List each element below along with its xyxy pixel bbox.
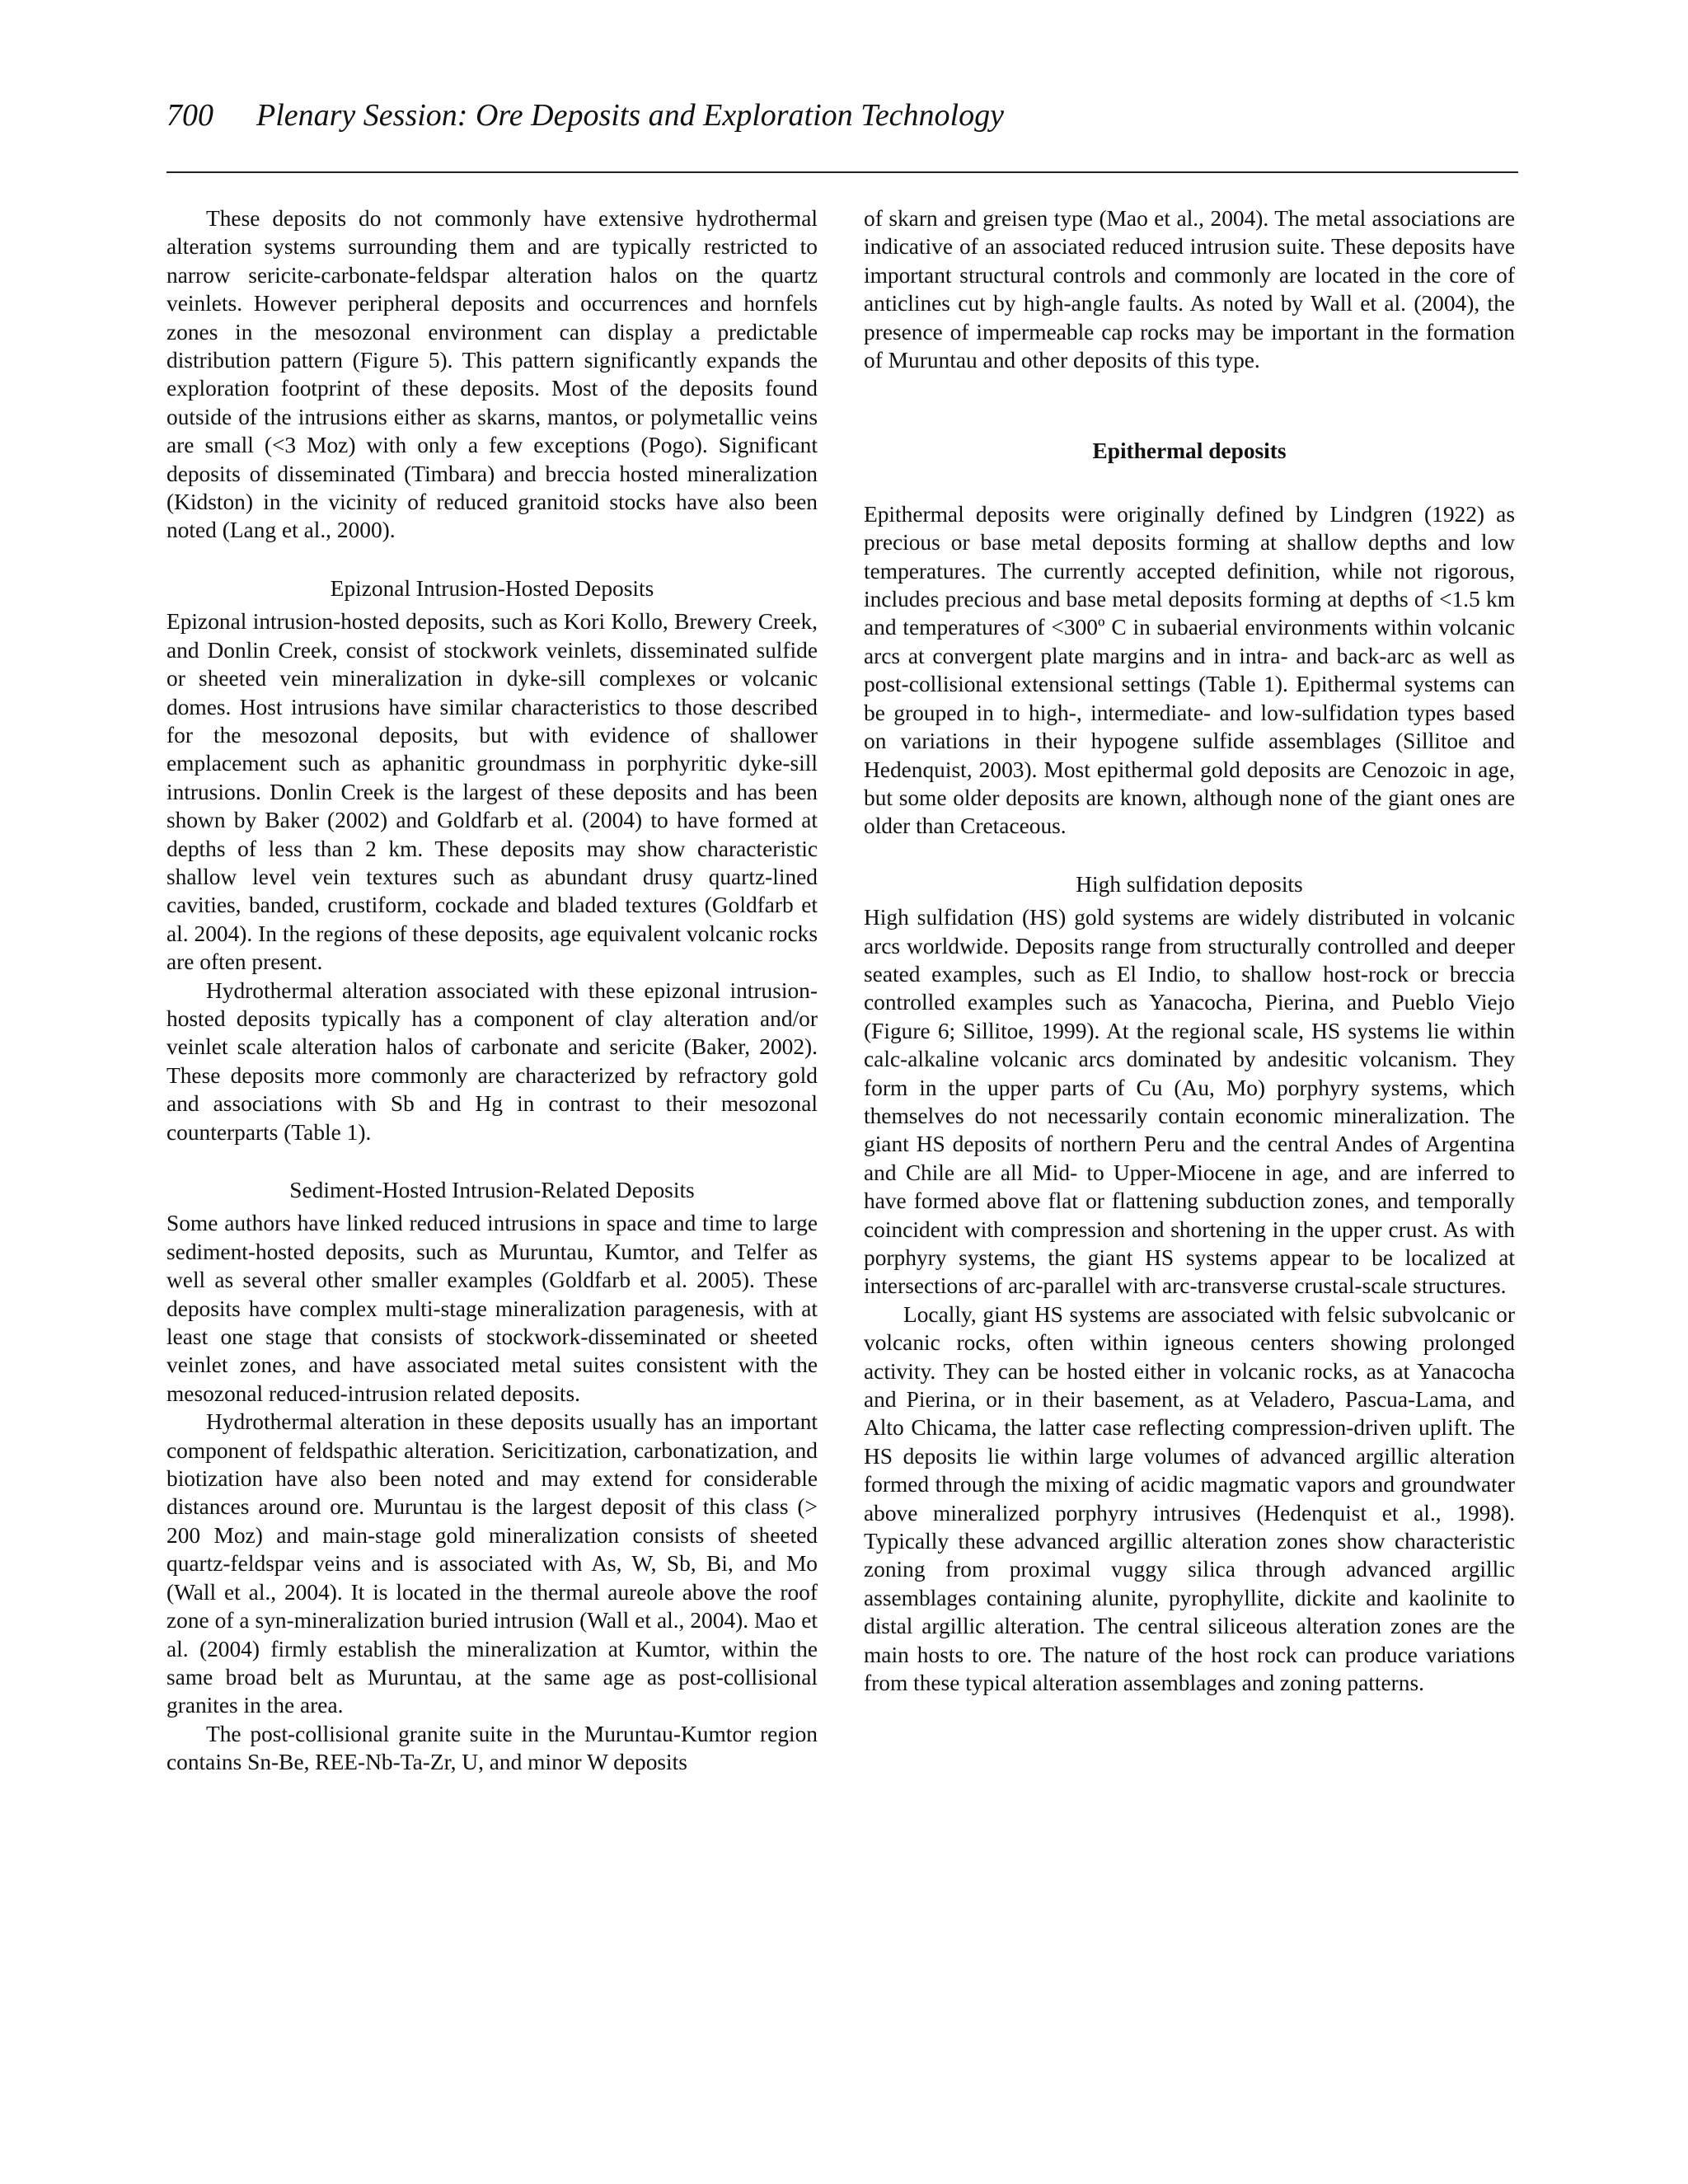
page-number: 700 <box>166 98 213 133</box>
subheading-sediment-hosted: Sediment-Hosted Intrusion-Related Deposits <box>289 1178 695 1202</box>
left-column <box>166 204 818 1777</box>
subheading-high-sulfidation: High sulfidation deposits <box>1076 871 1303 897</box>
section-heading-epithermal: Epithermal deposits <box>1092 438 1287 464</box>
subheading-epizonal: Epizonal Intrusion-Hosted Deposits <box>330 575 654 601</box>
paragraph: Epizonal intrusion-hosted deposits, such as Kori Kollo, Brewery Creek, and Donlin Creek, consist of stockwork veinlets, disseminated sulfide or sheeted vein mineralization in dyke-sill complexes or volcanic domes. Host intrusions have similar characteristics to those described for the mesozonal deposits, but with evidence of shallower emplacement such as aphanitic groundmass in porphyritic dyke-sill intrusions. Donlin Creek is the largest of these deposits and has been shown by Baker (2002) and Goldfarb et al. (2004) to have formed at depths of less than 2 km. These deposits may show characteristic shallow level vein textures such as abundant drusy quartz-lined cavities, banded, crustiform, cockade and bladed textures (Goldfarb et al. 2004). In the regions of these deposits, age equivalent volcanic rocks are often present. <box>166 609 818 975</box>
running-title: Plenary Session: Ore Deposits and Exploration Technology <box>256 98 1004 133</box>
paragraph: Some authors have linked reduced intrusions in space and time to large sediment-hosted deposits, such as Muruntau, Kumtor, and Telfer as well as several other smaller examples (Goldfarb et al. 2005). These deposits have complex multi-stage mineralization paragenesis, with at least one stage that consists of stockwork-disseminated or sheeted veinlet zones, and have associated metal suites consistent with the mesozonal reduced-intrusion related deposits. <box>166 1211 818 1406</box>
paragraph: Epithermal deposits were originally defined by Lindgren (1922) as precious or base metal deposits forming at shallow depths and low temperatures. The currently accepted definition, while not rigorous, includes precious and base metal deposits forming at depths of <1.5 km and temperatures of <300º C in subaerial environments within volcanic arcs at convergent plate margins and in intra- and back-arc as well as post-collisional extensional settings (Table 1). Epithermal systems can be grouped in to high-, intermediate- and low-sulfidation types based on variations in their hypogene sulfide assemblages (Sillitoe and Hedenquist, 2003). Most epithermal gold deposits are Cenozoic in age, but some older deposits are known, although none of the giant ones are older than Cretaceous. <box>864 501 1515 839</box>
paragraph: Hydrothermal alteration in these deposits usually has an important component of feldspathic alteration. Sericitization, carbonatization, and biotization have also been noted and may extend for considerable distances around ore. Muruntau is the largest deposit of this class (> 200 Moz) and main-stage gold mineralization consists of sheeted quartz-feldspar veins and is associated with As, W, Sb, Bi, and Mo (Wall et al., 2004). It is located in the thermal aureole above the roof zone of a syn-mineralization buried intrusion (Wall et al., 2004). Mao et al. (2004) firmly establish the mineralization at Kumtor, within the same broad belt as Muruntau, at the same age as post-collisional granites in the area. <box>166 1409 818 1718</box>
right-column <box>864 204 1515 1698</box>
paragraph: High sulfidation (HS) gold systems are widely distributed in volcanic arcs worldwide. Deposits range from structurally controlled and deeper seated examples, such as El Indio, to shallow host-rock or breccia controlled examples such as Yanacocha, Pierina, and Pueblo Viejo (Figure 6; Sillitoe, 1999). At the regional scale, HS systems lie within calc-alkaline volcanic arcs dominated by andesitic volcanism. They form in the upper parts of Cu (Au, Mo) porphyry systems, which themselves do not necessarily contain economic mineralization. The giant HS deposits of northern Peru and the central Andes of Argentina and Chile are all Mid- to Upper-Miocene in age, and are inferred to have formed above flat or flattening subduction zones, and temporally coincident with compression and shortening in the upper crust. As with porphyry systems, the giant HS systems appear to be localized at intersections of arc-parallel with arc-transverse crustal-scale structures. <box>864 905 1515 1299</box>
paragraph: of skarn and greisen type (Mao et al., 2004). The metal associations are indicative of an associated reduced intrusion suite. These deposits have important structural controls and commonly are located in the core of anticlines cut by high-angle faults. As noted by Wall et al. (2004), the presence of impermeable cap rocks may be important in the formation of Muruntau and other deposits of this type. <box>864 206 1515 373</box>
paragraph: Locally, giant HS systems are associated with felsic subvolcanic or volcanic rocks, often within igneous centers showing prolonged activity. They can be hosted either in volcanic rocks, as at Yanacocha and Pierina, or in their basement, as at Veladero, Pascua-Lama, and Alto Chicama, the latter case reflecting compression-driven uplift. The HS deposits lie within large volumes of advanced argillic alteration formed through the mixing of acidic magmatic vapors and groundwater above mineralized porphyry intrusives (Hedenquist et al., 1998). Typically these advanced argillic alteration zones show characteristic zoning from proximal vuggy silica through advanced argillic assemblages containing alunite, pyrophyllite, dickite and kaolinite to distal argillic alteration. The central siliceous alteration zones are the main hosts to ore. The nature of the host rock can produce variations from these typical alteration assemblages and zoning patterns. <box>864 1301 1515 1696</box>
header-rule <box>166 171 1518 173</box>
running-header <box>166 97 1518 135</box>
paragraph: The post-collisional granite suite in the Muruntau-Kumtor region contains Sn-Be, REE-Nb-Ta-Zr, U, and minor W deposits <box>166 1721 818 1775</box>
paragraph: Hydrothermal alteration associated with these epizonal intrusion-hosted deposits typically has a component of clay alteration and/or veinlet scale alteration halos of carbonate and sericite (Baker, 2002). These deposits more commonly are characterized by refractory gold and associations with Sb and Hg in contrast to their mesozonal counterparts (Table 1). <box>166 977 818 1145</box>
paragraph: These deposits do not commonly have extensive hydrothermal alteration systems surrounding them and are typically restricted to narrow sericite-carbonate-feldspar alteration halos on the quartz veinlets. However peripheral deposits and occurrences and hornfels zones in the mesozonal environment can display a predictable distribution pattern (Figure 5). This pattern significantly expands the exploration footprint of these deposits. Most of the deposits found outside of the intrusions either as skarns, mantos, or polymetallic veins are small (<3 Moz) with only a few exceptions (Pogo). Significant deposits of disseminated (Timbara) and breccia hosted mineralization (Kidston) in the vicinity of reduced granitoid stocks have also been noted (Lang et al., 2000). <box>166 206 818 543</box>
